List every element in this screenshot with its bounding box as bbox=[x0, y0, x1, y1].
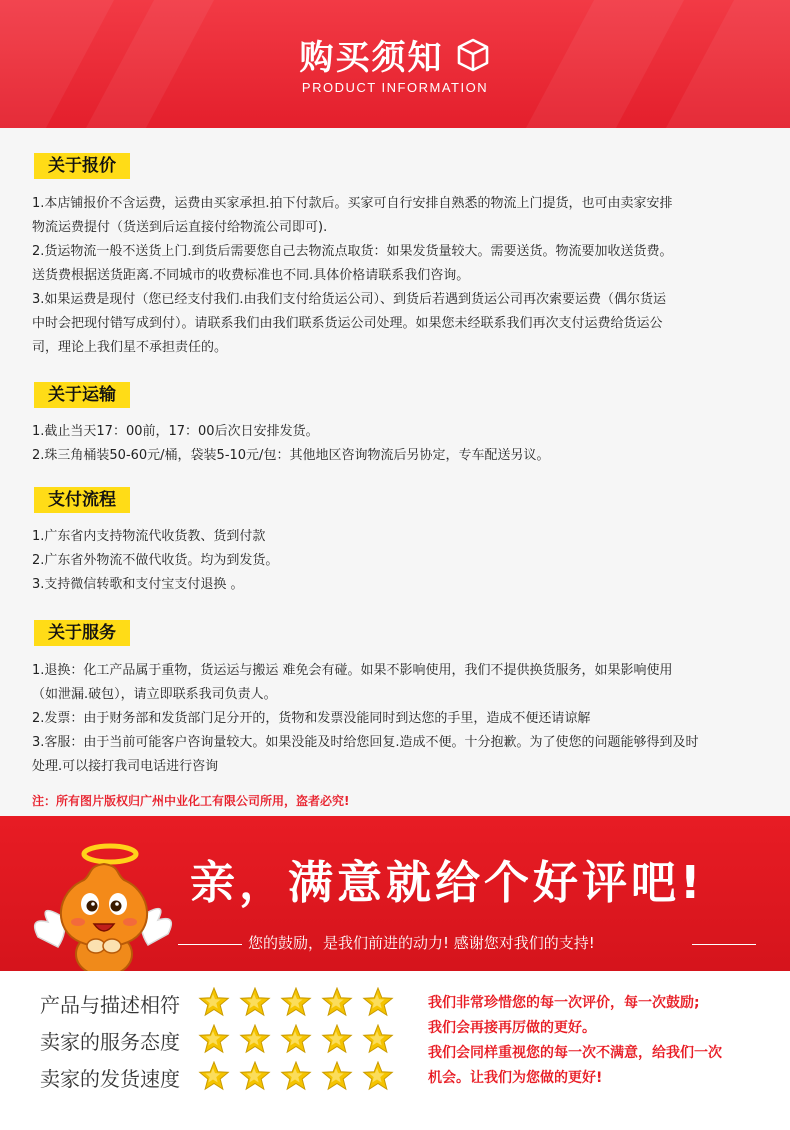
star-rating bbox=[198, 1061, 398, 1093]
thanks-line: 我们会同样重视您的每一次不满意，给我们一次 bbox=[428, 1045, 722, 1061]
section-label-payment: 支付流程 bbox=[34, 487, 130, 513]
thanks-line: 我们会再接再厉做的更好。 bbox=[428, 1020, 596, 1036]
thanks-message bbox=[428, 991, 768, 1091]
rating-label: 卖家的服务态度 bbox=[40, 1030, 180, 1054]
text-line: 送货费根据送货距离.不同城市的收费标准也不同.具体价格请联系我们咨询。 bbox=[32, 268, 470, 283]
section-pricing-text bbox=[32, 192, 762, 360]
section-label-pricing: 关于报价 bbox=[34, 153, 130, 179]
text-line: 物流运费提付（货送到后运直接付给物流公司即可). bbox=[32, 220, 328, 235]
section-payment-text bbox=[32, 525, 762, 597]
text-line: 1.本店铺报价不含运费，运费由买家承担.拍下付款后。买家可自行安排自熟悉的物流上门提货，也可由卖家安排 bbox=[32, 196, 673, 211]
text-line: 司，理论上我们星不承担责任的。 bbox=[32, 340, 228, 355]
text-line: 2.发票：由于财务部和发货部门足分开的，货物和发票没能同时到达您的手里，造成不便还请谅解 bbox=[32, 711, 591, 726]
text-line: 3.如果运费是现付（您已经支付我们.由我们支付给货运公司）、到货后若遇到货运公司再次索要运费（偶尔货运 bbox=[32, 292, 667, 307]
star-rating bbox=[198, 987, 398, 1019]
rating-label: 卖家的发货速度 bbox=[40, 1067, 180, 1091]
divider bbox=[692, 944, 756, 945]
text-line: 2.珠三角桶装50-60元/桶，袋装5-10元/包：其他地区咨询物流后另协定，专车配送另议。 bbox=[32, 448, 550, 463]
text-line: 1.退换：化工产品属于重物，货运运与搬运 难免会有碰。如果不影响使用，我们不提供换货服务，如果影响使用 bbox=[32, 663, 673, 678]
text-line: 1.截止当天17：00前，17：00后次日安排发货。 bbox=[32, 424, 319, 439]
page-subtitle: PRODUCT INFORMATION bbox=[301, 80, 489, 95]
thanks-line: 机会。让我们为您做的更好! bbox=[428, 1070, 603, 1086]
text-line: 处理.可以接打我司电话进行咨询 bbox=[32, 759, 219, 774]
section-service-text bbox=[32, 659, 762, 779]
text-line: 1.广东省内支持物流代收货教、货到付款 bbox=[32, 529, 266, 544]
text-line: 中时会把现付错写成到付）。请联系我们由我们联系货运公司处理。如果您未经联系我们再次支付运费给货运公 bbox=[32, 316, 663, 331]
mascot-icon bbox=[28, 842, 178, 982]
text-line: 2.货运物流一般不送货上门.到货后需要您自己去物流点取货：如果发货量较大。需要送货。物流要加收送货费。 bbox=[32, 244, 673, 259]
text-line: 2.广东省外物流不做代收货。均为到发货。 bbox=[32, 553, 279, 568]
header-banner bbox=[0, 0, 790, 128]
text-line: （如泄漏.破包），请立即联系我司负责人。 bbox=[32, 687, 277, 702]
box-icon bbox=[455, 37, 491, 73]
page-title: 购买须知 bbox=[299, 38, 444, 78]
copyright-note: 注：所有图片版权归广州中业化工有限公司所用，盗者必究! bbox=[32, 794, 350, 808]
review-slogan: 亲，满意就给个好评吧! bbox=[190, 856, 705, 909]
section-shipping-text bbox=[32, 420, 762, 468]
ratings-panel bbox=[0, 971, 790, 1130]
section-label-service: 关于服务 bbox=[34, 620, 130, 646]
text-line: 3.支持微信转歌和支付宝支付退换 。 bbox=[32, 577, 244, 592]
text-line: 3.客服：由于当前可能客户咨询量较大。如果没能及时给您回复.造成不便。十分抱歉。为了使您的问题能够得到及时 bbox=[32, 735, 699, 750]
section-label-shipping: 关于运输 bbox=[34, 382, 130, 408]
review-subtitle: 您的鼓励，是我们前进的动力! 感谢您对我们的支持! bbox=[248, 934, 595, 952]
star-rating bbox=[198, 1024, 398, 1056]
rating-label: 产品与描述相符 bbox=[40, 993, 180, 1017]
divider bbox=[178, 944, 242, 945]
thanks-line: 我们非常珍惜您的每一次评价，每一次鼓励; bbox=[428, 995, 700, 1011]
